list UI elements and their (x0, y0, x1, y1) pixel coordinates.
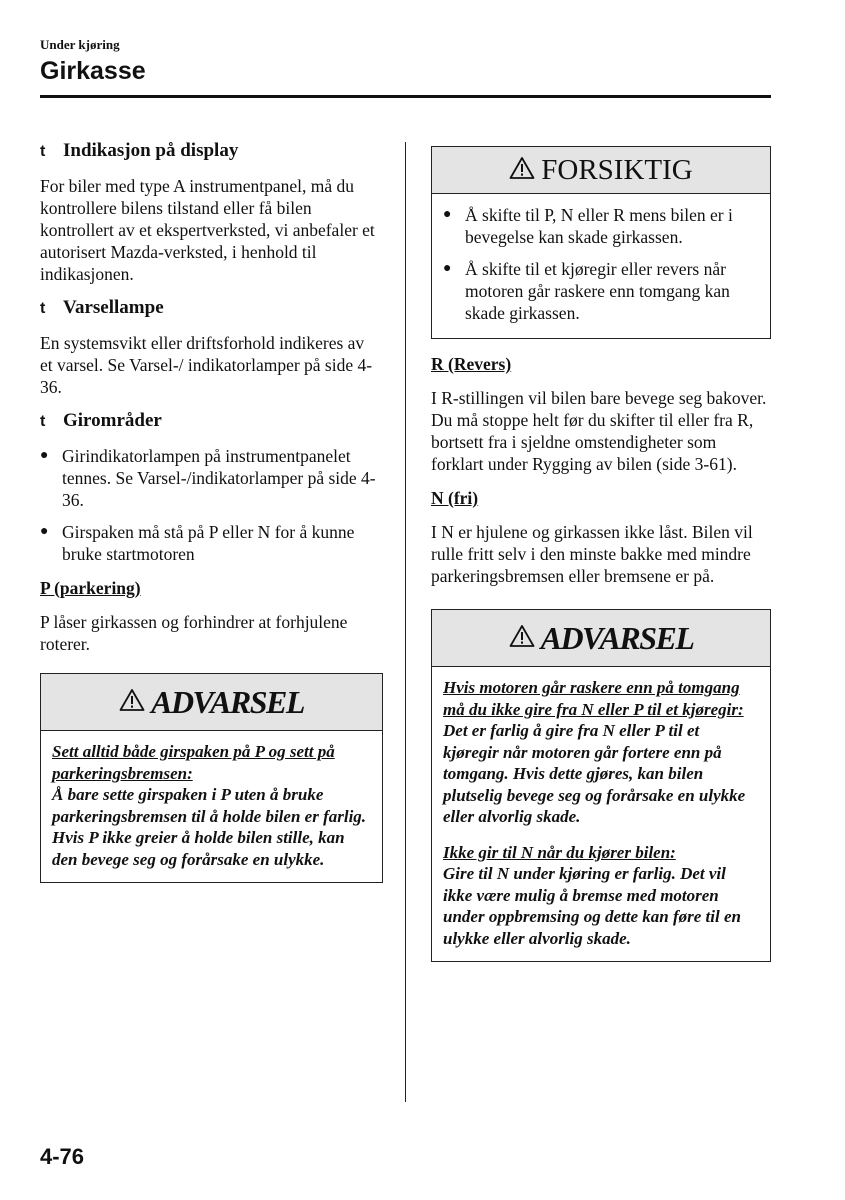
paragraph-parkering: P låser girkassen og forhindrer at forhjulene roterer. (40, 612, 348, 654)
warning-lead: Ikke gir til N når du kjører bilen: (443, 842, 676, 862)
section-label: Under kjøring (40, 37, 120, 52)
paragraph-indikasjon: For biler med type A instrumentpanel, må du kontrollere bilens tilstand eller få bilen kontrollert av et ekspertverksted, vi anbefaler et autorisert Mazda-verksted, i henhold til indikasjonen. (40, 176, 375, 284)
heading-fri: N (fri) (431, 488, 479, 508)
heading-giromrader (40, 410, 380, 433)
warning-title: ADVARSEL (151, 684, 304, 720)
caution-list (443, 204, 759, 324)
section-marker: t (40, 413, 46, 430)
warning-triangle-icon (509, 156, 535, 185)
paragraph-fri: I N er hjulene og girkassen ikke låst. Bilen vil rulle fritt selv i den minste bakke med mindre parkeringsbremsen eller bremsene er på. (431, 522, 753, 586)
spacer (443, 828, 759, 842)
giromrader-list (40, 445, 380, 565)
bullet-icon: ● (443, 207, 452, 222)
title-rule (40, 95, 771, 98)
warning-text: Gire til N under kjøring er farlig. Det vil ikke være mulig å bremse med motoren under oppbremsing og dette kan føre til en ulykke eller alvorlig skade. (443, 864, 741, 948)
warning-box-body (432, 667, 770, 961)
warning-box-right (431, 609, 771, 962)
caution-box (431, 146, 771, 339)
warning-box-left (40, 673, 383, 883)
warning-box-body (41, 731, 382, 882)
list-item (40, 445, 380, 511)
left-column (40, 140, 380, 895)
section-marker: t (40, 143, 46, 160)
heading-indikasjon (40, 140, 380, 163)
list-item (40, 521, 380, 565)
section-marker: t (40, 300, 46, 317)
warning-lead: Sett alltid både girspaken på P og sett på parkeringsbremsen: (52, 742, 335, 783)
bullet-icon: ● (443, 261, 452, 276)
warning-triangle-icon (509, 624, 535, 653)
heading-text: Varsellampe (63, 297, 164, 318)
warning-title: ADVARSEL (540, 620, 694, 656)
heading-parkering: P (parkering) (40, 578, 141, 598)
warning-text: Det er farlig å gire fra N eller P til et kjøregir når motoren går fortere enn på tomgang. Hvis dette gjøres, kan bilen plutselig bevege seg og forårsake en ulykke eller alvorlig skade. (443, 721, 746, 826)
warning-text: Å bare sette girspaken i P uten å bruke parkeringsbremsen til å holde bilen er farlig. Hvis P ikke greier å holde bilen stille, kan den bevege seg og forårsake en ulykke. (52, 785, 367, 869)
list-item-text: Girspaken må stå på P eller N for å kunne bruke startmotoren (62, 522, 355, 564)
heading-revers: R (Revers) (431, 354, 512, 374)
list-item-text: Å skifte til et kjøregir eller revers når motoren går raskere enn tomgang kan skade girkassen. (465, 259, 730, 323)
right-column (431, 146, 771, 974)
heading-text: Girområder (63, 410, 162, 431)
list-item-text: Girindikatorlampen på instrumentpanelet tennes. Se Varsel-/indikatorlamper på side 4-36. (62, 446, 376, 510)
heading-text: Indikasjon på display (63, 140, 239, 161)
list-item-text: Å skifte til P, N eller R mens bilen er i bevegelse kan skade girkassen. (465, 205, 733, 247)
heading-varsellampe (40, 297, 380, 320)
paragraph-varsellampe: En systemsvikt eller driftsforhold indikeres av et varsel. Se Varsel-/ indikatorlamper på side 4-36. (40, 333, 373, 397)
warning-lead: Hvis motoren går raskere enn på tomgang må du ikke gire fra N eller P til et kjøregir: (443, 678, 744, 719)
caution-title: FORSIKTIG (541, 154, 693, 186)
warning-box-header (41, 674, 382, 731)
paragraph-revers: I R-stillingen vil bilen bare bevege seg bakover. Du må stoppe helt før du skifter til eller fra R, bortsett fra i sjeldne omstendigheter som forklart under Rygging av bilen (side 3-61). (431, 388, 767, 474)
list-item (443, 204, 759, 248)
warning-triangle-icon (119, 688, 145, 717)
caution-box-body (432, 194, 770, 338)
bullet-icon: ● (40, 448, 49, 463)
bullet-icon: ● (40, 524, 49, 539)
caution-box-header (432, 147, 770, 194)
page-number: 4-76 (40, 1144, 85, 1169)
column-divider (405, 142, 406, 1102)
chapter-title: Girkasse (40, 57, 146, 85)
list-item (443, 258, 759, 324)
warning-box-header (432, 610, 770, 667)
